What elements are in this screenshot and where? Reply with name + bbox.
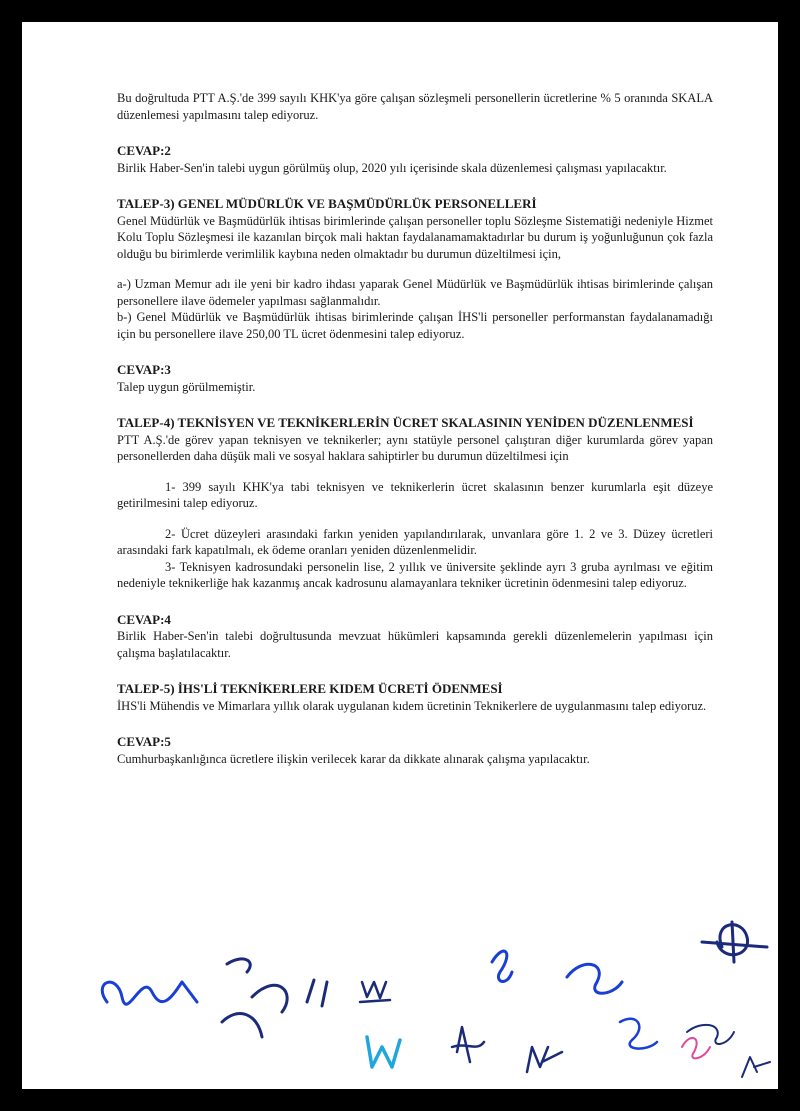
intro-paragraph: Bu doğrultuda PTT A.Ş.'de 399 sayılı KHK'ya göre çalışan sözleşmeli personellerin ücretlerine % 5 oranında SKALA düzenlemesi yapılmasını talep ediyoruz. [117,91,713,122]
request-3-paragraph: Genel Müdürlük ve Başmüdürlük ihtisas birimlerinde çalışan personeller toplu Sözleşme Sistematiği nedeniyle Hizmet Kolu Toplu Sözleşmesi ile kazanılan birçok mali haktan faydalanamamaktadırlar bu durum iş yoğunluğunun çok fazla olduğu bu birimlerde verimlilik kaybına neden olmaktadır bu durumun düzeltilmesi için, [117,213,713,261]
request-4-heading: TALEP-4) TEKNİSYEN VE TEKNİKERLERİN ÜCRET SKALASININ YENİDEN DÜZENLENMESİ [117,415,694,430]
signature-12 [702,922,767,962]
request-4-item-2: 2- Ücret düzeyleri arasındaki farkın yeniden yapılandırılarak, unvanlara göre 1. 2 ve 3. Düzey ücretleri arasındaki fark kapatılmalı, ek ödeme oranları yeniden düzenlenmelidir. [117,526,713,557]
answer-3-text: Talep uygun görülmemiştir. [117,379,256,394]
signature-13 [742,1057,770,1077]
answer-4-text: Birlik Haber-Sen'in talebi doğrultusunda mevzuat hükümleri kapsamında gerekli düzenlemelerin yapılması için çalışma başlatılacaktır. [117,629,713,660]
request-4-item-1: 1- 399 sayılı KHK'ya tabi teknisyen ve teknikerlerin ücret skalasının benzer kurumlarla eşit düzeye getirilmesini talep ediyoruz. [117,479,713,510]
answer-3-heading: CEVAP:3 [117,362,171,377]
signature-8 [567,964,622,993]
document-body [117,90,713,787]
signature-4 [367,1037,400,1067]
signature-11 [682,1038,710,1058]
signature-6 [492,951,512,981]
signature-1 [102,982,197,1004]
signature-10 [687,1025,734,1044]
answer-2 [117,143,713,176]
request-5-heading: TALEP-5) İHS'Lİ TEKNİKERLERE KIDEM ÜCRETİ ÖDENMESİ [117,681,503,696]
request-5 [117,681,713,714]
request-5-text: İHS'li Mühendis ve Mimarlara yıllık olarak uygulanan kıdem ücretinin Teknikerlere de uygulanmasını talep ediyoruz. [117,698,707,713]
answer-4 [117,612,713,662]
request-4-item-3: 3- Teknisyen kadrosundaki personelin lise, 2 yıllık ve üniversite şeklinde ayrı 3 gruba ayrılması ve eğitim nedeniyle teknikerliğe hak kazanmış ancak kadrosunu alamayanlara tekniker ücretinin ödenmesini talep ediyoruz. [117,559,713,590]
signature-5 [452,1027,484,1062]
request-3 [117,196,713,342]
signature-7 [527,1047,562,1072]
request-4-paragraph: PTT A.Ş.'de görev yapan teknisyen ve teknikerler; aynı statüyle personel çalıştıran diğer kurumlarda görev yapan personellerden daha düşük mali ve sosyal haklara sahiptirler bu durumun düzeltilmesi için [117,432,713,463]
request-4 [117,415,713,592]
request-3-item-a: a-) Uzman Memur adı ile yeni bir kadro ihdası yaparak Genel Müdürlük ve Başmüdürlük ihtisas birimlerinde çalışan personellere ilave ödemeler yapılması sağlanmalıdır. [117,277,713,308]
document-page [22,22,778,1089]
answer-5 [117,734,713,767]
answer-5-text: Cumhurbaşkanlığınca ücretlere ilişkin verilecek karar da dikkate alınarak çalışma yapılacaktır. [117,751,590,766]
request-3-item-b: b-) Genel Müdürlük ve Başmüdürlük ihtisas birimlerinde çalışan İHS'li personeller performanstan faydalanamadığı için bu personellere ilave 250,00 TL ücret ödenmesini talep ediyoruz. [117,310,713,341]
request-3-heading: TALEP-3) GENEL MÜDÜRLÜK VE BAŞMÜDÜRLÜK PERSONELLERİ [117,196,537,211]
answer-5-heading: CEVAP:5 [117,734,171,749]
signature-2 [222,959,327,1037]
answer-3 [117,362,713,395]
answer-4-heading: CEVAP:4 [117,611,171,627]
answer-2-text: Birlik Haber-Sen'in talebi uygun görülmüş olup, 2020 yılı içerisinde skala düzenlemesi çalışması yapılacaktır. [117,160,667,175]
signatures-area [22,902,778,1092]
signature-3 [360,982,390,1002]
signature-9 [620,1019,657,1049]
answer-2-heading: CEVAP:2 [117,143,171,158]
